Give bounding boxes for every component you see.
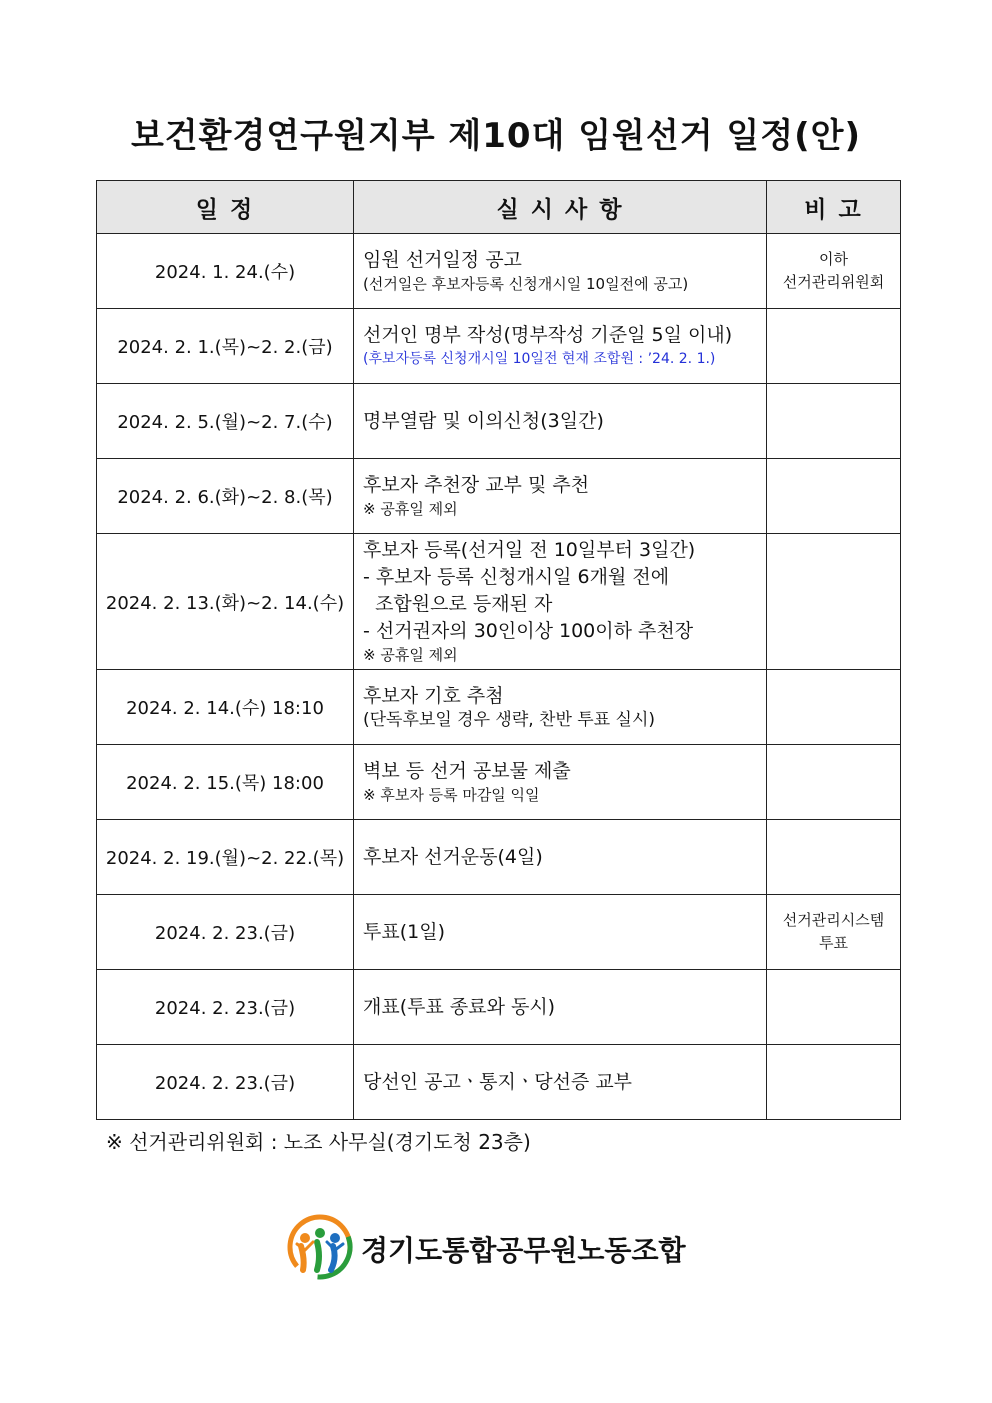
row-date: 2024. 2. 13.(화)~2. 14.(수) (97, 534, 354, 670)
row-note (767, 1045, 901, 1120)
header-date: 일 정 (97, 181, 354, 234)
row-date: 2024. 2. 5.(월)~2. 7.(수) (97, 384, 354, 459)
row-note (767, 384, 901, 459)
row-desc (354, 234, 767, 309)
row-sub-text: ※ 공휴일 제외 (363, 646, 458, 664)
row-date: 2024. 2. 15.(목) 18:00 (97, 745, 354, 820)
row-main-text: 투표(1일) (363, 920, 445, 943)
row-note (767, 820, 901, 895)
row-desc (354, 820, 767, 895)
row-note (767, 970, 901, 1045)
table-row (97, 309, 901, 384)
row-date: 2024. 2. 14.(수) 18:10 (97, 670, 354, 745)
row-line: 후보자 등록(선거일 전 10일부터 3일간) (363, 539, 696, 561)
row-main-text: 후보자 기호 추첨 (363, 685, 504, 707)
row-date: 2024. 1. 24.(수) (97, 234, 354, 309)
row-desc (354, 1045, 767, 1120)
schedule-table (96, 180, 901, 1120)
table-header-row (97, 181, 901, 234)
union-logo (287, 1214, 686, 1284)
table-row (97, 534, 901, 670)
row-date: 2024. 2. 23.(금) (97, 970, 354, 1045)
row-main-text: 임원 선거일정 공고 (363, 249, 522, 271)
row-desc (354, 970, 767, 1045)
row-note (767, 234, 901, 309)
row-sub-text: ※ 후보자 등록 마감일 익일 (363, 786, 540, 804)
row-line: 조합원으로 등재된 자 (363, 593, 553, 615)
row-date: 2024. 2. 23.(금) (97, 1045, 354, 1120)
row-sub-text-blue: (후보자등록 신청개시일 10일전 현재 조합원 : ’24. 2. 1.) (363, 351, 716, 367)
table-row (97, 1045, 901, 1120)
header-items: 실 시 사 항 (354, 181, 767, 234)
footnote: ※ 선거관리위원회 : 노조 사무실(경기도청 23층) (106, 1130, 531, 1154)
row-sub-text: ※ 공휴일 제외 (363, 500, 458, 518)
row-note (767, 745, 901, 820)
row-main-text: 후보자 선거운동(4일) (363, 845, 543, 868)
row-date: 2024. 2. 23.(금) (97, 895, 354, 970)
row-desc (354, 534, 767, 670)
row-desc (354, 745, 767, 820)
row-sub-text: (선거일은 후보자등록 신청개시일 10일전에 공고) (363, 275, 689, 293)
row-line: - 후보자 등록 신청개시일 6개월 전에 (363, 566, 670, 588)
row-main-text: 선거인 명부 작성(명부작성 기준일 5일 이내) (363, 324, 733, 346)
row-note (767, 459, 901, 534)
row-main-text: 후보자 추천장 교부 및 추천 (363, 474, 590, 496)
row-main-text: 당선인 공고ㆍ통지ㆍ당선증 교부 (363, 1070, 633, 1093)
row-date: 2024. 2. 1.(목)~2. 2.(금) (97, 309, 354, 384)
row-sub-text: (단독후보일 경우 생략, 찬반 투표 실시) (363, 710, 656, 730)
row-date: 2024. 2. 19.(월)~2. 22.(목) (97, 820, 354, 895)
table-row (97, 745, 901, 820)
union-figures-logo-icon (287, 1214, 353, 1284)
table-row (97, 234, 901, 309)
table-row (97, 459, 901, 534)
row-main-text: 벽보 등 선거 공보물 제출 (363, 760, 571, 782)
table-row (97, 670, 901, 745)
row-note (767, 309, 901, 384)
row-desc (354, 459, 767, 534)
note-line: 이하 (819, 250, 848, 268)
union-name: 경기도통합공무원노동조합 (361, 1234, 686, 1267)
row-date: 2024. 2. 6.(화)~2. 8.(목) (97, 459, 354, 534)
row-desc (354, 384, 767, 459)
page-title: 보건환경연구원지부 제10대 임원선거 일정(안) (130, 116, 862, 156)
note-line: 선거관리시스템 (782, 911, 885, 929)
note-line: 투표 (819, 934, 848, 952)
row-main-text: 명부열람 및 이의신청(3일간) (363, 409, 604, 432)
table-row (97, 970, 901, 1045)
row-desc (354, 670, 767, 745)
row-note (767, 670, 901, 745)
note-line: 선거관리위원회 (782, 273, 885, 291)
row-note (767, 895, 901, 970)
row-note (767, 534, 901, 670)
table-row (97, 895, 901, 970)
row-main-text: 개표(투표 종료와 동시) (363, 995, 556, 1018)
table-row (97, 820, 901, 895)
header-note: 비 고 (767, 181, 901, 234)
row-line: - 선거권자의 30인이상 100이하 추천장 (363, 620, 694, 642)
row-desc (354, 895, 767, 970)
row-desc (354, 309, 767, 384)
table-row (97, 384, 901, 459)
